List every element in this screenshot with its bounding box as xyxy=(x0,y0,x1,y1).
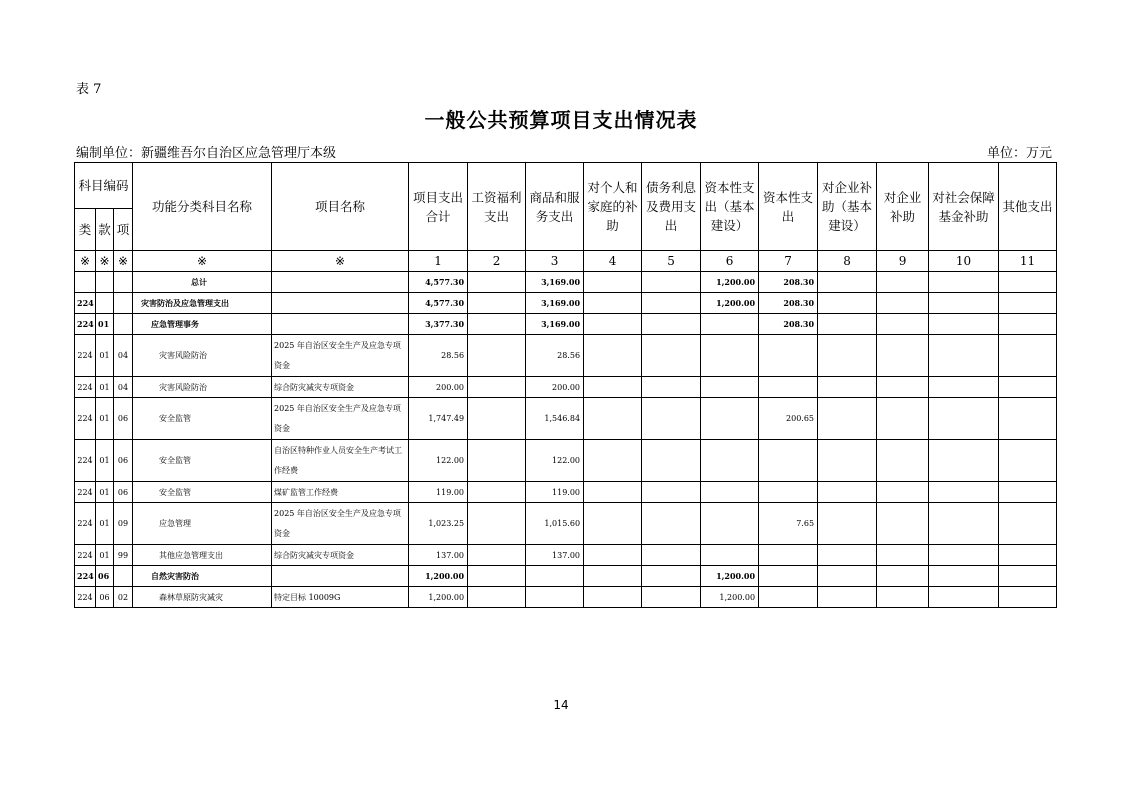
cell-value xyxy=(468,398,526,440)
cell-proj-name: 2025 年自治区安全生产及应急专项资金 xyxy=(272,503,409,545)
cell-proj-name: 自治区特种作业人员安全生产考试工作经费 xyxy=(272,440,409,482)
cell-value xyxy=(818,587,877,608)
cell-kuan: 01 xyxy=(96,482,114,503)
cell-value xyxy=(999,566,1057,587)
cell-kuan: 01 xyxy=(96,314,114,335)
cell-value xyxy=(818,545,877,566)
cell-value: 137.00 xyxy=(526,545,584,566)
index-cell: ※ xyxy=(75,251,96,272)
cell-proj-name xyxy=(272,566,409,587)
header-col-2: 工资福利支出 xyxy=(468,163,526,251)
cell-lei: 224 xyxy=(75,440,96,482)
cell-value xyxy=(468,314,526,335)
cell-value xyxy=(526,587,584,608)
cell-value xyxy=(759,545,818,566)
cell-value xyxy=(929,440,999,482)
cell-value xyxy=(999,587,1057,608)
cell-value: 3,169.00 xyxy=(526,293,584,314)
cell-kuan: 01 xyxy=(96,545,114,566)
cell-xiang: 02 xyxy=(114,587,133,608)
cell-value xyxy=(701,377,759,398)
cell-value xyxy=(818,293,877,314)
cell-value xyxy=(584,503,642,545)
index-cell: 8 xyxy=(818,251,877,272)
page-number: 14 xyxy=(553,698,569,712)
header-proj-name: 项目名称 xyxy=(272,163,409,251)
cell-value xyxy=(999,335,1057,377)
cell-value xyxy=(468,335,526,377)
cell-value xyxy=(877,545,929,566)
header-func-name: 功能分类科目名称 xyxy=(133,163,272,251)
cell-value xyxy=(584,377,642,398)
cell-xiang xyxy=(114,566,133,587)
cell-value xyxy=(877,335,929,377)
cell-xiang: 04 xyxy=(114,377,133,398)
cell-value xyxy=(929,482,999,503)
cell-value: 1,200.00 xyxy=(701,587,759,608)
cell-value xyxy=(929,587,999,608)
cell-lei: 224 xyxy=(75,587,96,608)
cell-value xyxy=(818,377,877,398)
cell-value: 208.30 xyxy=(759,293,818,314)
cell-value xyxy=(759,587,818,608)
header-lei: 类 xyxy=(75,209,96,251)
cell-value xyxy=(584,587,642,608)
header-col-7: 资本性支出 xyxy=(759,163,818,251)
cell-value xyxy=(701,482,759,503)
cell-func-name: 其他应急管理支出 xyxy=(133,545,272,566)
cell-lei: 224 xyxy=(75,398,96,440)
cell-value: 119.00 xyxy=(526,482,584,503)
cell-value: 1,200.00 xyxy=(701,293,759,314)
cell-func-name: 灾害防治及应急管理支出 xyxy=(133,293,272,314)
cell-value xyxy=(818,398,877,440)
cell-value xyxy=(468,545,526,566)
header-col-5: 债务利息及费用支出 xyxy=(642,163,701,251)
header-kuan: 款 xyxy=(96,209,114,251)
cell-value xyxy=(642,482,701,503)
table-row xyxy=(75,314,1057,335)
cell-value xyxy=(701,545,759,566)
cell-value xyxy=(929,545,999,566)
cell-value: 200.65 xyxy=(759,398,818,440)
cell-func-name: 应急管理 xyxy=(133,503,272,545)
cell-kuan: 01 xyxy=(96,503,114,545)
table-row xyxy=(75,503,1057,545)
cell-value xyxy=(584,335,642,377)
cell-value: 200.00 xyxy=(409,377,468,398)
cell-lei: 224 xyxy=(75,314,96,335)
cell-kuan xyxy=(96,272,114,293)
header-col-1: 项目支出合计 xyxy=(409,163,468,251)
cell-value: 28.56 xyxy=(526,335,584,377)
cell-func-name: 应急管理事务 xyxy=(133,314,272,335)
cell-value xyxy=(877,587,929,608)
cell-lei: 224 xyxy=(75,482,96,503)
table-row xyxy=(75,293,1057,314)
header-col-11: 其他支出 xyxy=(999,163,1057,251)
cell-value xyxy=(818,272,877,293)
cell-xiang: 09 xyxy=(114,503,133,545)
cell-value xyxy=(818,440,877,482)
cell-value: 122.00 xyxy=(526,440,584,482)
cell-kuan: 01 xyxy=(96,335,114,377)
cell-value xyxy=(642,335,701,377)
cell-xiang xyxy=(114,272,133,293)
cell-value xyxy=(999,272,1057,293)
cell-value: 3,169.00 xyxy=(526,314,584,335)
cell-proj-name xyxy=(272,272,409,293)
cell-proj-name: 特定目标 10009G xyxy=(272,587,409,608)
cell-value xyxy=(818,482,877,503)
cell-xiang: 06 xyxy=(114,440,133,482)
cell-value xyxy=(929,377,999,398)
cell-func-name: 安全监管 xyxy=(133,398,272,440)
cell-value xyxy=(999,377,1057,398)
index-cell: 9 xyxy=(877,251,929,272)
cell-value: 1,747.49 xyxy=(409,398,468,440)
cell-value xyxy=(468,440,526,482)
cell-value xyxy=(526,566,584,587)
cell-value xyxy=(642,503,701,545)
index-cell: 1 xyxy=(409,251,468,272)
cell-func-name: 灾害风险防治 xyxy=(133,335,272,377)
cell-proj-name xyxy=(272,314,409,335)
cell-lei: 224 xyxy=(75,545,96,566)
cell-kuan xyxy=(96,293,114,314)
cell-value xyxy=(929,293,999,314)
cell-value xyxy=(999,482,1057,503)
cell-value xyxy=(642,566,701,587)
table-row xyxy=(75,335,1057,377)
index-cell: ※ xyxy=(133,251,272,272)
cell-kuan: 01 xyxy=(96,377,114,398)
cell-value xyxy=(642,377,701,398)
cell-value xyxy=(642,545,701,566)
cell-value xyxy=(701,440,759,482)
table-label: 表 7 xyxy=(76,82,102,97)
index-cell: ※ xyxy=(272,251,409,272)
cell-value xyxy=(642,314,701,335)
header-col-4: 对个人和家庭的补助 xyxy=(584,163,642,251)
cell-proj-name: 综合防灾减灾专项资金 xyxy=(272,545,409,566)
cell-value xyxy=(584,293,642,314)
cell-value: 4,577.30 xyxy=(409,272,468,293)
cell-xiang: 06 xyxy=(114,482,133,503)
cell-value: 3,169.00 xyxy=(526,272,584,293)
cell-value xyxy=(877,566,929,587)
table-row xyxy=(75,545,1057,566)
cell-value xyxy=(999,293,1057,314)
index-cell: ※ xyxy=(114,251,133,272)
table-row xyxy=(75,272,1057,293)
cell-value xyxy=(877,314,929,335)
unit-label: 单位：万元 xyxy=(986,146,1052,161)
cell-value xyxy=(468,293,526,314)
cell-func-name: 安全监管 xyxy=(133,440,272,482)
cell-value xyxy=(929,335,999,377)
cell-proj-name: 2025 年自治区安全生产及应急专项资金 xyxy=(272,335,409,377)
cell-value xyxy=(818,314,877,335)
index-cell: ※ xyxy=(96,251,114,272)
cell-lei: 224 xyxy=(75,377,96,398)
cell-value: 3,377.30 xyxy=(409,314,468,335)
cell-value xyxy=(642,272,701,293)
cell-value xyxy=(877,440,929,482)
cell-xiang xyxy=(114,293,133,314)
header-col-8: 对企业补助（基本建设） xyxy=(818,163,877,251)
cell-value xyxy=(468,503,526,545)
cell-value xyxy=(584,440,642,482)
cell-lei xyxy=(75,272,96,293)
cell-value xyxy=(584,398,642,440)
cell-value xyxy=(468,587,526,608)
cell-value xyxy=(877,398,929,440)
cell-value xyxy=(999,503,1057,545)
cell-value: 4,577.30 xyxy=(409,293,468,314)
cell-value: 28.56 xyxy=(409,335,468,377)
cell-proj-name xyxy=(272,293,409,314)
cell-value: 1,015.60 xyxy=(526,503,584,545)
cell-value xyxy=(468,377,526,398)
table-row xyxy=(75,440,1057,482)
cell-value xyxy=(584,314,642,335)
cell-value xyxy=(759,566,818,587)
cell-value xyxy=(759,482,818,503)
cell-value: 1,023.25 xyxy=(409,503,468,545)
index-cell: 2 xyxy=(468,251,526,272)
index-cell: 3 xyxy=(526,251,584,272)
cell-value xyxy=(877,293,929,314)
cell-value: 122.00 xyxy=(409,440,468,482)
cell-value: 1,546.84 xyxy=(526,398,584,440)
cell-value: 200.00 xyxy=(526,377,584,398)
cell-value xyxy=(999,398,1057,440)
cell-value: 208.30 xyxy=(759,314,818,335)
cell-xiang xyxy=(114,314,133,335)
header-code-group: 科目编码 xyxy=(75,163,133,209)
table-row xyxy=(75,587,1057,608)
cell-value xyxy=(584,545,642,566)
cell-func-name: 总计 xyxy=(133,272,272,293)
cell-func-name: 灾害风险防治 xyxy=(133,377,272,398)
header-col-10: 对社会保障基金补助 xyxy=(929,163,999,251)
table-row xyxy=(75,377,1057,398)
cell-value xyxy=(929,314,999,335)
header-col-3: 商品和服务支出 xyxy=(526,163,584,251)
cell-value xyxy=(999,545,1057,566)
page-title: 一般公共预算项目支出情况表 xyxy=(424,108,698,132)
cell-value xyxy=(818,335,877,377)
index-cell: 11 xyxy=(999,251,1057,272)
cell-value xyxy=(877,503,929,545)
cell-value xyxy=(701,335,759,377)
index-cell: 4 xyxy=(584,251,642,272)
cell-xiang: 04 xyxy=(114,335,133,377)
cell-value xyxy=(759,440,818,482)
table-row xyxy=(75,566,1057,587)
cell-func-name: 安全监管 xyxy=(133,482,272,503)
cell-value: 137.00 xyxy=(409,545,468,566)
cell-value xyxy=(929,272,999,293)
org-label: 编制单位：新疆维吾尔自治区应急管理厅本级 xyxy=(76,146,337,161)
cell-value xyxy=(929,503,999,545)
cell-lei: 224 xyxy=(75,566,96,587)
cell-value: 1,200.00 xyxy=(701,272,759,293)
cell-value xyxy=(701,314,759,335)
cell-value xyxy=(468,272,526,293)
cell-lei: 224 xyxy=(75,335,96,377)
cell-func-name: 森林草原防灾减灾 xyxy=(133,587,272,608)
cell-value xyxy=(877,482,929,503)
cell-value: 1,200.00 xyxy=(409,566,468,587)
cell-lei: 224 xyxy=(75,293,96,314)
cell-value xyxy=(818,566,877,587)
cell-value xyxy=(584,566,642,587)
cell-value: 7.65 xyxy=(759,503,818,545)
header-xiang: 项 xyxy=(114,209,133,251)
cell-proj-name: 2025 年自治区安全生产及应急专项资金 xyxy=(272,398,409,440)
cell-value xyxy=(877,377,929,398)
index-cell: 7 xyxy=(759,251,818,272)
cell-value xyxy=(999,440,1057,482)
cell-kuan: 01 xyxy=(96,440,114,482)
cell-func-name: 自然灾害防治 xyxy=(133,566,272,587)
table-row xyxy=(75,398,1057,440)
cell-proj-name: 综合防灾减灾专项资金 xyxy=(272,377,409,398)
cell-value xyxy=(468,482,526,503)
cell-value: 1,200.00 xyxy=(701,566,759,587)
cell-value: 1,200.00 xyxy=(409,587,468,608)
cell-value xyxy=(642,587,701,608)
cell-value xyxy=(642,398,701,440)
cell-value: 208.30 xyxy=(759,272,818,293)
cell-kuan: 01 xyxy=(96,398,114,440)
expenditure-table xyxy=(74,162,1057,608)
cell-kuan: 06 xyxy=(96,587,114,608)
cell-value xyxy=(701,503,759,545)
index-cell: 10 xyxy=(929,251,999,272)
cell-value xyxy=(929,566,999,587)
cell-value xyxy=(584,482,642,503)
cell-value xyxy=(701,398,759,440)
header-col-9: 对企业补助 xyxy=(877,163,929,251)
cell-value xyxy=(759,377,818,398)
cell-value: 119.00 xyxy=(409,482,468,503)
cell-lei: 224 xyxy=(75,503,96,545)
index-cell: 5 xyxy=(642,251,701,272)
cell-value xyxy=(642,440,701,482)
index-cell: 6 xyxy=(701,251,759,272)
cell-value xyxy=(468,566,526,587)
cell-proj-name: 煤矿监管工作经费 xyxy=(272,482,409,503)
cell-value xyxy=(584,272,642,293)
table-row xyxy=(75,482,1057,503)
cell-value xyxy=(818,503,877,545)
cell-xiang: 06 xyxy=(114,398,133,440)
header-col-6: 资本性支出（基本建设） xyxy=(701,163,759,251)
cell-value xyxy=(999,314,1057,335)
cell-kuan: 06 xyxy=(96,566,114,587)
cell-xiang: 99 xyxy=(114,545,133,566)
cell-value xyxy=(642,293,701,314)
cell-value xyxy=(877,272,929,293)
cell-value xyxy=(759,335,818,377)
cell-value xyxy=(929,398,999,440)
